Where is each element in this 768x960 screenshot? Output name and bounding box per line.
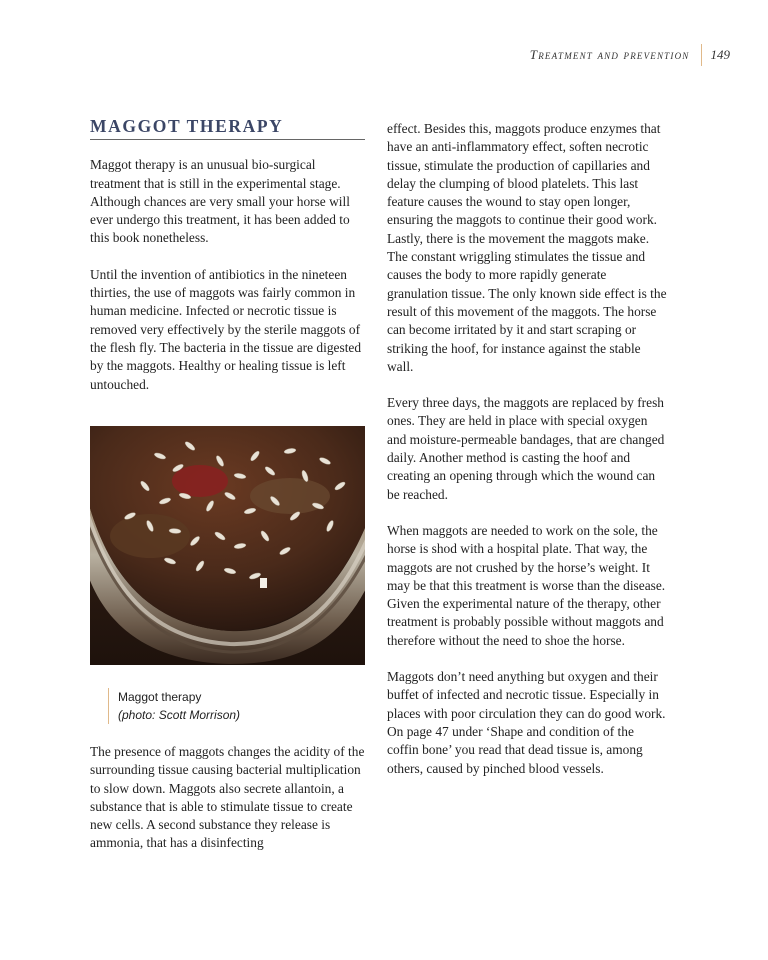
body-paragraph: The presence of maggots changes the acidity of the surrounding tissue causing bacterial multiplication to slow down. Maggots also secrete allantoin, a substance that is able to stimulate tissue to create new cells. A second substance they release is ammonia, that has a disinfecting	[90, 744, 365, 851]
right-column	[387, 120, 667, 778]
page-number: 149	[710, 47, 730, 62]
figure-caption	[108, 688, 240, 724]
body-paragraph: Maggot therapy is an unusual bio-surgical treatment that is still in the experimental stage. Although chances are very small your horse will ever undergo this treatment, it has been added to this book nonetheless.	[90, 157, 350, 246]
running-head-title: Treatment and prevention	[529, 47, 690, 62]
maggot-therapy-photo	[90, 426, 365, 665]
body-paragraph: Until the invention of antibiotics in the nineteen thirties, the use of maggots was fairly common in human medicine. Infected or necrotic tissue is removed very effectively by the sterile maggots of the flesh fly. The bacteria in the tissue are digested by the maggots. Healthy or healing tissue is left untouched.	[90, 266, 362, 392]
section-heading: MAGGOT THERAPY	[90, 117, 365, 140]
left-column-bottom	[90, 743, 365, 853]
running-head-divider	[701, 44, 702, 66]
body-paragraph: When maggots are needed to work on the sole, the horse is shod with a hospital plate. That way, the maggots are not crushed by the horse’s weight. It may be that this treatment is worse than the disease. Given the experimental nature of the therapy, other treatment is probably possible without maggots and therefore without the need to shoe the horse.	[387, 522, 666, 648]
caption-title: Maggot therapy	[118, 690, 202, 704]
body-paragraph: Maggots don’t need anything but oxygen and their buffet of infected and necrotic tissue. Especially in places with poor circulation they can do good work. On page 47 under ‘Shape and condition of the coffin bone’ you read that dead tissue is, among others, caused by pinched blood vessels.	[387, 669, 666, 776]
left-column	[90, 117, 365, 394]
caption-credit: (photo: Scott Morrison)	[118, 708, 241, 722]
running-head	[530, 44, 730, 66]
body-paragraph: effect. Besides this, maggots produce enzymes that have an anti-inflammatory effect, soften necrotic tissue, stimulate the production of capillaries and delay the clumping of blood platelets. This last feature causes the wound to stay open longer, ensuring the maggots to continue their good work. Lastly, there is the movement the maggots make. The constant wriggling stimulates the tissue and causes the body to more rapidly generate granulation tissue. The only known side effect is the result of this movement of the maggots. The horse can become irritated by it and start scraping or striking the hoof, for instance against the stable wall.	[387, 121, 667, 374]
hoof-photo-illustration	[90, 426, 365, 665]
body-paragraph: Every three days, the maggots are replaced by fresh ones. They are held in place with special oxygen and moisture-permeable bandages, that are changed daily. Another method is casting the hoof and creating an opening through which the wound can be reached.	[387, 395, 665, 502]
